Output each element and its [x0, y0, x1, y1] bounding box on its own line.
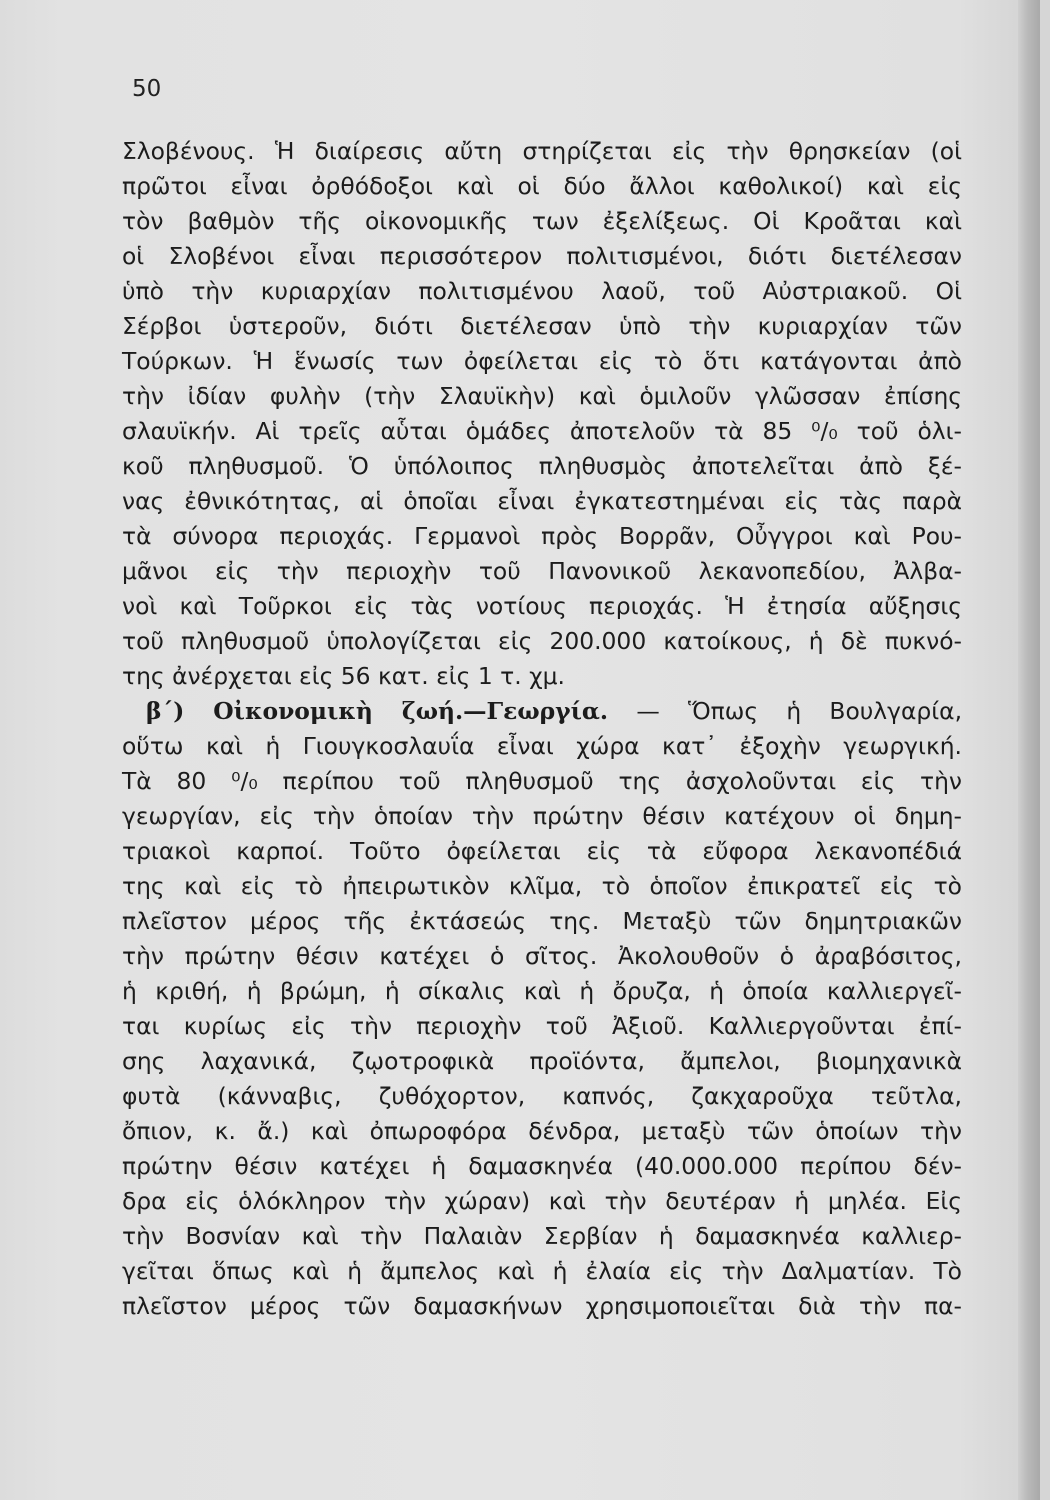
page-number: 50: [132, 76, 162, 102]
body-text: [122, 134, 962, 1324]
text-line: Τὰ 80 ⁰/₀ περίπου τοῦ πληθυσμοῦ της ἀσχολοῦνται εἰς τὴν: [122, 767, 962, 795]
text-line: δρα εἰς ὁλόκληρον τὴν χώραν) καὶ τὴν δευτέραν ἡ μηλέα. Εἰς: [122, 1187, 962, 1215]
text-line: γεῖται ὅπως καὶ ἡ ἄμπελος καὶ ἡ ἐλαία εἰς τὴν Δαλματίαν. Τὸ: [122, 1257, 962, 1285]
text-line: της καὶ εἰς τὸ ἠπειρωτικὸν κλῖμα, τὸ ὁποῖον ἐπικρατεῖ εἰς τὸ: [122, 872, 962, 900]
text-line: φυτὰ (κάνναβις, ζυθόχορτον, καπνός, ζακχαροῦχα τεῦτλα,: [122, 1082, 962, 1110]
text-line: κοῦ πληθυσμοῦ. Ὁ ὑπόλοιπος πληθυσμὸς ἀποτελεῖται ἀπὸ ξέ-: [122, 452, 962, 480]
text-line: Σλοβένους. Ἡ διαίρεσις αὔτη στηρίζεται εἰς τὴν θρησκείαν (οἱ: [122, 137, 962, 165]
text-line: μᾶνοι εἰς τὴν περιοχὴν τοῦ Πανονικοῦ λεκανοπεδίου, Ἀλβα-: [122, 557, 962, 585]
text-line: οἱ Σλοβένοι εἶναι περισσότερον πολιτισμένοι, διότι διετέλεσαν: [122, 242, 962, 270]
text-line: ὄπιον, κ. ἄ.) καὶ ὀπωροφόρα δένδρα, μεταξὺ τῶν ὁποίων τὴν: [122, 1117, 962, 1145]
text-line: νας ἐθνικότητας, αἱ ὁποῖαι εἶναι ἐγκατεστημέναι εἰς τὰς παρὰ: [122, 487, 962, 515]
text-line: της ἀνέρχεται εἰς 56 κατ. εἰς 1 τ. χμ.: [122, 662, 565, 690]
text-line: τὴν πρώτην θέσιν κατέχει ὁ σῖτος. Ἀκολουθοῦν ὁ ἀραβόσιτος,: [122, 942, 962, 970]
text-line: γεωργίαν, εἰς τὴν ὁποίαν τὴν πρώτην θέσιν κατέχουν οἱ δημη-: [122, 802, 962, 830]
text-line: πρώτην θέσιν κατέχει ἡ δαμασκηνέα (40.000.000 περίπου δέν-: [122, 1152, 962, 1180]
text-line: ἡ κριθή, ἡ βρώμη, ἡ σίκαλις καὶ ἡ ὄρυζα, ἡ ὁποία καλλιεργεῖ-: [122, 977, 962, 1005]
text-line: πρῶτοι εἶναι ὀρθόδοξοι καὶ οἱ δύο ἄλλοι καθολικοί) καὶ εἰς: [122, 172, 962, 200]
text-line: οὕτω καὶ ἡ Γιουγκοσλαυΐα εἶναι χώρα κατ᾽ ἐξοχὴν γεωργική.: [122, 732, 962, 760]
section-heading-continuation: — Ὅπως ἡ Βουλγαρία,: [636, 697, 963, 725]
text-line: Τούρκων. Ἡ ἕνωσίς των ὀφείλεται εἰς τὸ ὅτι κατάγονται ἀπὸ: [122, 347, 962, 375]
text-line: τοῦ πληθυσμοῦ ὑπολογίζεται εἰς 200.000 κατοίκους, ἡ δὲ πυκνό-: [122, 627, 962, 655]
text-line: ὑπὸ τὴν κυριαρχίαν πολιτισμένου λαοῦ, τοῦ Αὐστριακοῦ. Οἱ: [122, 277, 962, 305]
text-line: ται κυρίως εἰς τὴν περιοχὴν τοῦ Ἀξιοῦ. Καλλιεργοῦνται ἐπί-: [122, 1012, 962, 1040]
text-line: σλαυϊκήν. Αἱ τρεῖς αὗται ὁμάδες ἀποτελοῦν τὰ 85 ⁰/₀ τοῦ ὁλι-: [122, 417, 962, 445]
text-line: νοὶ καὶ Τοῦρκοι εἰς τὰς νοτίους περιοχάς. Ἡ ἐτησία αὔξησις: [122, 592, 962, 620]
text-line: τὴν Βοσνίαν καὶ τὴν Παλαιὰν Σερβίαν ἡ δαμασκηνέα καλλιερ-: [122, 1222, 962, 1250]
section-heading-line: [122, 694, 962, 729]
section-heading: β΄) Οἰκονομικὴ ζωή.—Γεωργία.: [146, 697, 609, 725]
text-line: σης λαχανικά, ζῳοτροφικὰ προϊόντα, ἄμπελοι, βιομηχανικὰ: [122, 1047, 962, 1075]
page-spine-shadow: [1018, 0, 1040, 1500]
text-line: τριακοὶ καρποί. Τοῦτο ὀφείλεται εἰς τὰ εὔφορα λεκανοπέδιά: [122, 837, 962, 865]
text-line: πλεῖστον μέρος τῶν δαμασκήνων χρησιμοποιεῖται διὰ τὴν πα-: [122, 1292, 962, 1320]
text-line: τὰ σύνορα περιοχάς. Γερμανοὶ πρὸς Βορρᾶν, Οὖγγροι καὶ Ρου-: [122, 522, 962, 550]
text-line: πλεῖστον μέρος τῆς ἐκτάσεώς της. Μεταξὺ τῶν δημητριακῶν: [122, 907, 962, 935]
text-line: Σέρβοι ὑστεροῦν, διότι διετέλεσαν ὑπὸ τὴν κυριαρχίαν τῶν: [122, 312, 962, 340]
text-line: τὸν βαθμὸν τῆς οἰκονομικῆς των ἐξελίξεως. Οἱ Κροᾶται καὶ: [122, 207, 962, 235]
text-line: τὴν ἰδίαν φυλὴν (τὴν Σλαυϊκὴν) καὶ ὁμιλοῦν γλῶσσαν ἐπίσης: [122, 382, 962, 410]
